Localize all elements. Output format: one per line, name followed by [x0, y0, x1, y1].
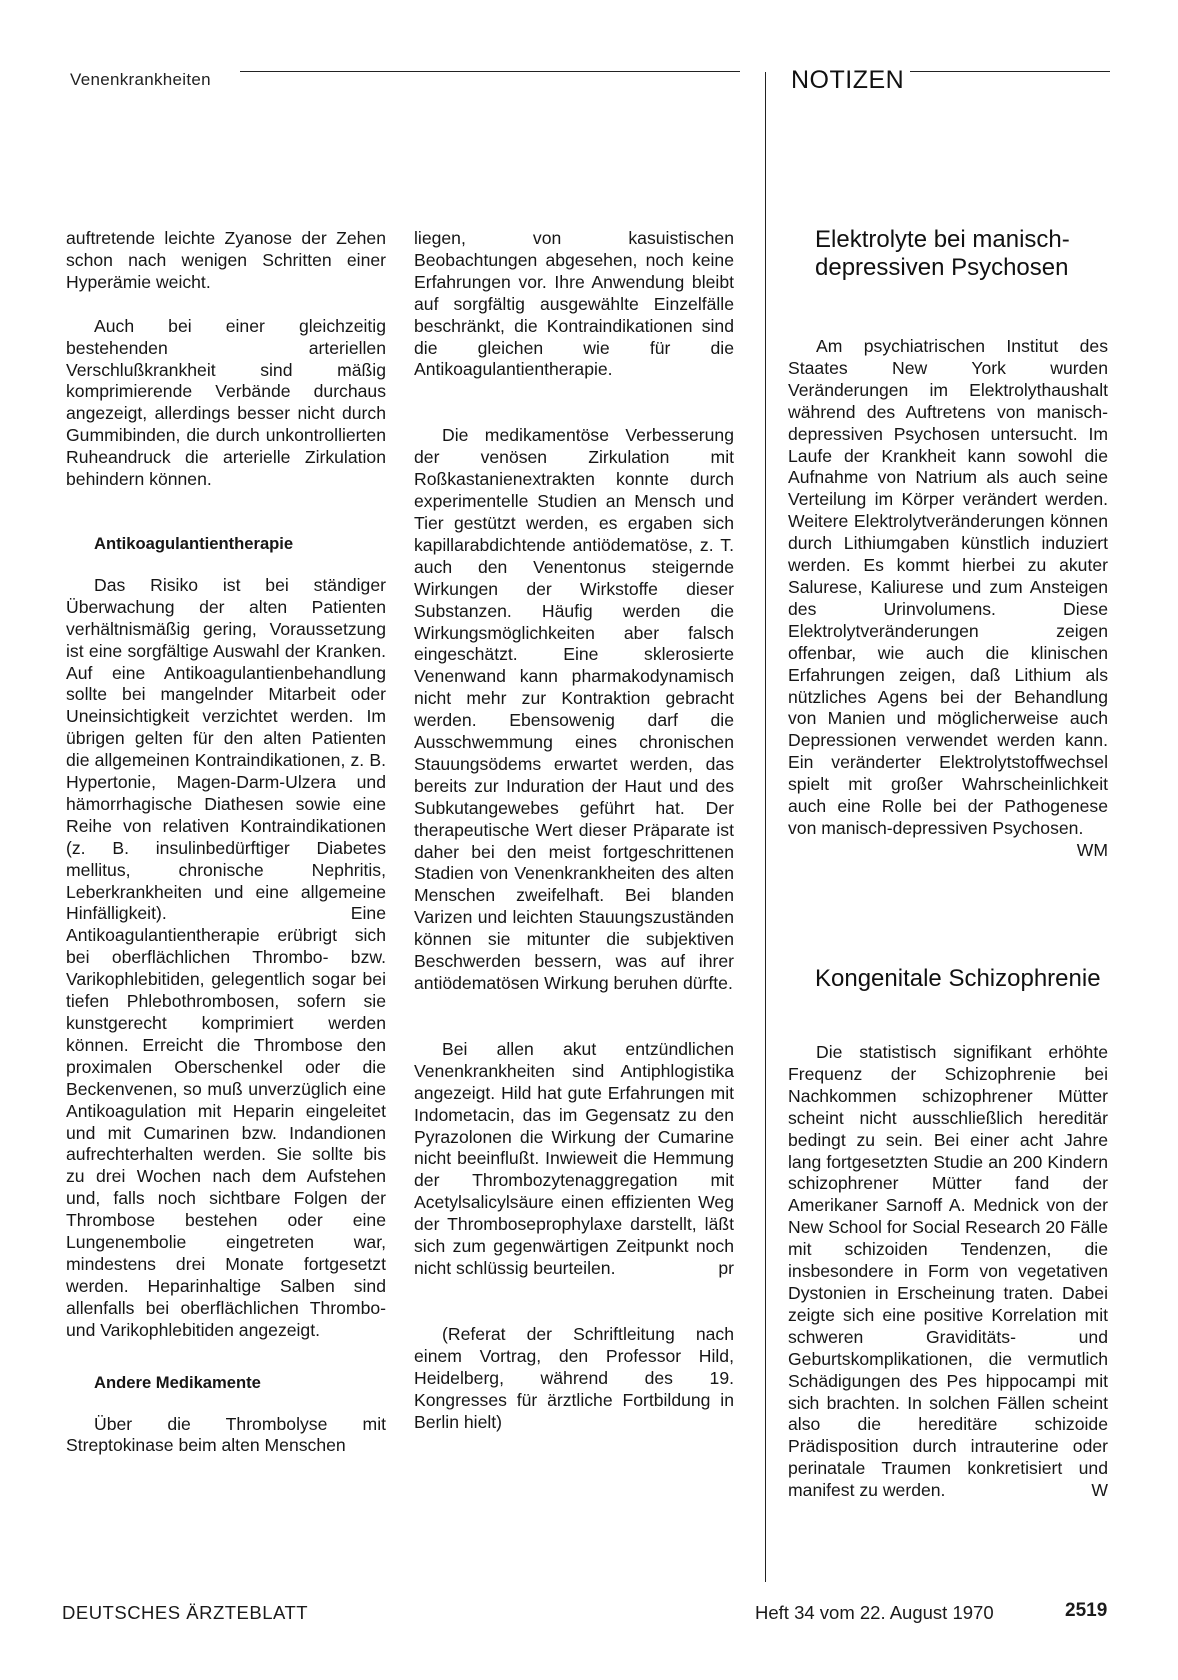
paragraph	[788, 1042, 1108, 1502]
running-head: Venenkrankheiten	[70, 70, 211, 89]
header-rule-left	[240, 71, 740, 72]
notes-article-1	[788, 336, 1108, 862]
page-number: 2519	[1065, 1600, 1108, 1621]
paragraph: auftretende leichte Zyanose der Zehen schon nach wenigen Schritten einer Hyperämie weicht.	[66, 228, 386, 292]
section-heading: NOTIZEN	[791, 66, 905, 94]
paragraph: Das Risiko ist bei ständiger Überwachung der alten Patienten verhältnismäßig gering, Voraussetzung ist eine sorgfältige Auswahl der Kranken. Auf eine Antikoagulantienbehandlung sollte bei mangelnder Mitarbeit oder Uneinsichtigkeit verzichtet werden. Im übrigen gelten für den alten Patienten die allgemeinen Kontraindikationen, z. B. Hypertonie, Magen-Darm-Ulzera und hämorrhagische Diathesen sowie eine Reihe von relativen Kontraindikationen (z. B. insulinbedürftiger Diabetes mellitus, chronische Nephritis, Leberkrankheiten und eine allgemeine Hinfälligkeit). Eine Antikoagulantientherapie erübrigt sich bei oberflächlichen Thrombo- bzw. Varikophlebitiden, gelegentlich sogar bei tiefen Phlebothrombosen, sofern sie kunstgerecht komprimiert werden können. Erreicht die Thrombose den proximalen Oberschenkel oder die Beckenvenen, so muß unverzüglich eine Antikoagulation mit Heparin eingeleitet und mit Cumarinen bzw. Indandionen aufrechterhalten werden. Sie sollte bis zu drei Wochen nach dem Aufstehen und, falls noch sichtbare Folgen der Thrombose bestehen oder eine Lungenembolie eingetreten war, mindestens drei Monate fortgesetzt werden. Heparinhaltige Salben sind allenfalls bei oberflächlichen Thrombo- und Varikophlebitiden angezeigt.	[66, 574, 386, 1340]
paragraph	[414, 1039, 734, 1280]
paragraph-text: Die statistisch signifikant erhöhte Frequenz der Schizophrenie bei Nachkommen schizophrener Mütter scheint nicht ausschließlich hereditär bedingt zu sein. Bei einer acht Jahre lang fortgesetzten Studie an 200 Kindern schizophrener Mütter fand der Amerikaner Sarnoff A. Mednick von der New School for Social Research 20 Fälle mit schizoiden Tendenzen, die insbesondere in Form von vegetativen Dystonien in Erscheinung traten. Dabei zeigte sich eine positive Korrelation mit schweren Graviditäts- und Geburtskomplikationen, die vermutlich Schädigungen des Pes hippocampi mit sich brachten. In solchen Fällen scheint also die hereditäre schizoide Prädisposition durch intrauterine oder perinatale Traumen konkretisiert und manifest zu werden.	[788, 1042, 1108, 1501]
journal-name: DEUTSCHES ÄRZTEBLATT	[62, 1602, 309, 1623]
notes-article-title: Elektrolyte bei manisch-depressiven Psychosen	[815, 226, 1070, 281]
subheading-antikoagulantien: Antikoagulantientherapie	[94, 533, 294, 553]
column-divider	[765, 72, 766, 1582]
author-signature: WM	[1076, 839, 1108, 860]
author-signature: pr	[718, 1257, 734, 1278]
paragraph-text: Am psychiatrischen Institut des Staates New York wurden Veränderungen im Elektrolythaushalt während des Auftretens von manisch-depressiven Psychosen untersucht. Im Laufe der Krankheit kann sowohl die Aufnahme von Natrium als auch seine Verteilung im Körper verändert werden. Weitere Elektrolytveränderungen können durch Lithiumgaben künstlich induziert werden. Es kommt hierbei zu akuter Salurese, Kaliurese und zum Ansteigen des Urinvolumens. Diese Elektrolytveränderungen zeigen offenbar, wie auch die klinischen Erfahrungen zeigen, daß Lithium als nützliches Agens bei der Behandlung von Manien und möglicherweise auch Depressionen verwendet werden kann. Ein veränderter Elektrolytstoffwechsel spielt mit großer Wahrscheinlichkeit auch eine Rolle bei der Pathogenese von manisch-depressiven Psychosen.	[788, 336, 1108, 838]
paragraph-text: Bei allen akut entzündlichen Venenkrankheiten sind Antiphlogistika angezeigt. Hild hat gute Erfahrungen mit Indometacin, das im Gegensatz zu den Pyrazolonen die Wirkung der Cumarine nicht beeinflußt. Inwieweit die Hemmung der Thrombozytenaggregation mit Acetylsalicylsäure einen effizienten Weg der Thromboseprophylaxe darstellt, läßt sich zum gegenwärtigen Zeitpunkt noch nicht schlüssig beurteilen.	[414, 1038, 734, 1278]
paragraph: Über die Thrombolyse mit Streptokinase beim alten Menschen	[66, 1413, 386, 1456]
header-rule-right	[910, 71, 1110, 72]
author-signature: W	[1091, 1480, 1108, 1501]
paragraph: Auch bei einer gleichzeitig bestehenden arteriellen Verschlußkrankheit sind mäßig komprimierende Verbände durchaus angezeigt, allerdings besser nicht durch Gummibinden, die durch unkontrollierten Ruheandruck die arterielle Zirkulation behindern können.	[66, 315, 386, 490]
paragraph: liegen, von kasuistischen Beobachtungen abgesehen, noch keine Erfahrungen vor. Ihre Anwendung bleibt auf sorgfältig ausgewählte Einzelfälle beschränkt, die Kontraindikationen sind die gleichen wie für die Antikoagulantientherapie.	[414, 228, 734, 380]
paragraph	[788, 336, 1108, 860]
subheading-andere-medikamente: Andere Medikamente	[94, 1372, 261, 1392]
paragraph: Die medikamentöse Verbesserung der venösen Zirkulation mit Roßkastanienextrakten konnte durch experimentelle Studien an Mensch und Tier gestützt werden, es ergaben sich kapillarabdichtende antiödematöse, z. T. auch den Venentonus steigernde Wirkungen der Wirkstoffe dieser Substanzen. Häufig werden die Wirkungsmöglichkeiten aber falsch eingeschätzt. Eine sklerosierte Venenwand kann pharmakodynamisch nicht mehr zur Kontraktion gebracht werden. Ebensowenig darf die Ausschwemmung eines chronischen Stauungsödems erwartet werden, das bereits zur Induration der Haut und des Subkutangewebes geführt hat. Der therapeutische Wert dieser Präparate ist daher bei den meist fortgeschrittenen Stadien von Venenkrankheiten des alten Menschen zweifelhaft. Bei blanden Varizen und leichten Stauungszuständen können sie mitunter die subjektiven Beschwerden bessern, was auf ihrer antiödematösen Wirkung beruhen dürfte.	[414, 425, 734, 993]
article-column-2	[414, 228, 734, 1433]
notes-article-title: Kongenitale Schizophrenie	[815, 965, 1101, 992]
paragraph: (Referat der Schriftleitung nach einem Vortrag, den Professor Hild, Heidelberg, während des 19. Kongresses für ärztliche Fortbildung in Berlin hielt)	[414, 1323, 734, 1432]
article-column-1	[66, 228, 386, 1457]
notes-article-2	[788, 1042, 1108, 1502]
issue-line: Heft 34 vom 22. August 1970	[755, 1602, 994, 1623]
